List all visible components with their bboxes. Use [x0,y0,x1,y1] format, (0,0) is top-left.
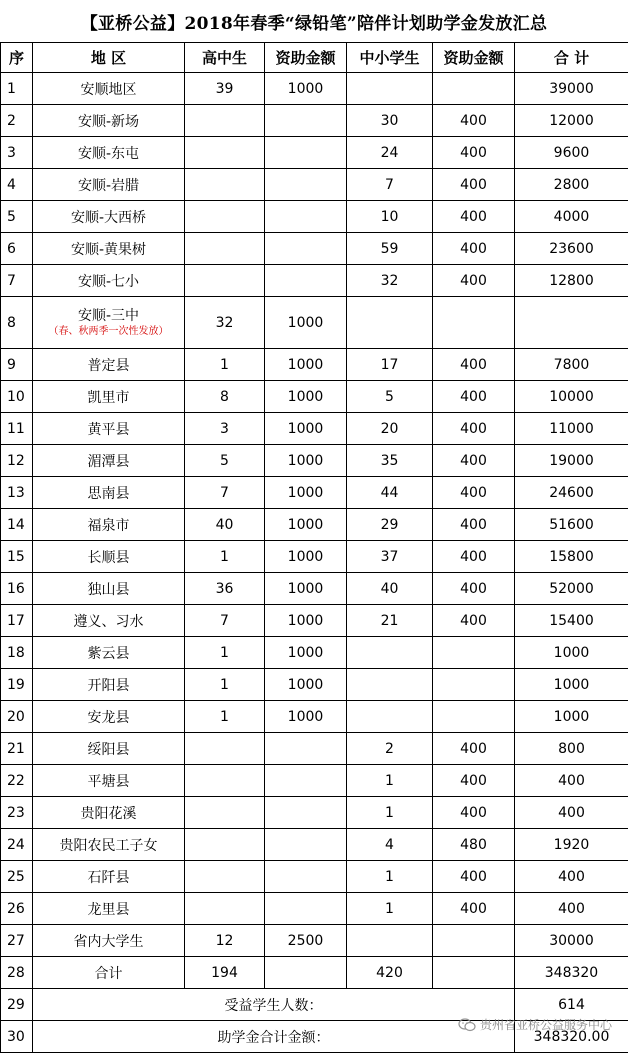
total-cell: 9600 [515,137,628,169]
row-number: 17 [1,605,33,637]
table-row [1,893,628,925]
mp-count-cell: 32 [347,265,433,297]
hs-amount-cell [265,105,347,137]
mp-amount-cell: 400 [433,765,515,797]
row-number: 12 [1,445,33,477]
high-school-count-cell [185,733,265,765]
mp-count-cell [347,669,433,701]
watermark-text: 贵州省亚桥公益服务中心 [480,1016,612,1033]
table-row [1,297,628,349]
table-row [1,233,628,265]
region-cell: 思南县 [33,477,185,509]
row-number: 22 [1,765,33,797]
row-number: 26 [1,893,33,925]
region-cell: 福泉市 [33,509,185,541]
table-header-row [1,43,628,73]
region-cell: 安顺-黄果树 [33,233,185,265]
row-number: 4 [1,169,33,201]
region-cell: 湄潭县 [33,445,185,477]
region-cell: 独山县 [33,573,185,605]
high-school-count-cell [185,893,265,925]
row-number: 8 [1,297,33,349]
mp-amount-cell: 480 [433,829,515,861]
watermark [458,1016,612,1033]
row-number: 21 [1,733,33,765]
hs-amount-cell [265,829,347,861]
table-row [1,349,628,381]
table-row [1,605,628,637]
row-number: 1 [1,73,33,105]
mp-count-cell [347,925,433,957]
high-school-count-cell: 1 [185,669,265,701]
row-number: 20 [1,701,33,733]
mp-count-cell: 17 [347,349,433,381]
total-cell: 11000 [515,413,628,445]
row-number: 11 [1,413,33,445]
region-cell: 贵阳花溪 [33,797,185,829]
mp-amount-cell: 400 [433,445,515,477]
total-cell: 7800 [515,349,628,381]
mp-count-cell: 20 [347,413,433,445]
hs-amount-cell: 1000 [265,297,347,349]
mp-count-cell: 420 [347,957,433,989]
total-cell: 400 [515,893,628,925]
table-row [1,829,628,861]
header-high-school: 高中生 [185,43,265,73]
table-row [1,265,628,297]
high-school-count-cell [185,861,265,893]
mp-count-cell: 5 [347,381,433,413]
high-school-count-cell [185,169,265,201]
row-number: 24 [1,829,33,861]
region-cell: 龙里县 [33,893,185,925]
total-cell: 39000 [515,73,628,105]
high-school-count-cell: 39 [185,73,265,105]
row-number: 5 [1,201,33,233]
region-name: 安顺-三中 [33,307,184,325]
mp-count-cell: 1 [347,765,433,797]
region-cell: 贵阳农民工子女 [33,829,185,861]
table-row [1,201,628,233]
hs-amount-cell: 1000 [265,477,347,509]
total-cell [515,297,628,349]
mp-amount-cell: 400 [433,233,515,265]
total-cell: 1000 [515,701,628,733]
region-cell: 绥阳县 [33,733,185,765]
region-cell: 平塘县 [33,765,185,797]
hs-amount-cell: 2500 [265,925,347,957]
total-cell: 24600 [515,477,628,509]
region-cell: 安顺-东屯 [33,137,185,169]
hs-amount-cell [265,137,347,169]
region-cell: 安顺-大西桥 [33,201,185,233]
mp-amount-cell: 400 [433,573,515,605]
mp-amount-cell: 400 [433,381,515,413]
total-cell: 1000 [515,669,628,701]
mp-amount-cell: 400 [433,605,515,637]
high-school-count-cell: 32 [185,297,265,349]
total-cell: 12000 [515,105,628,137]
region-cell: 普定县 [33,349,185,381]
high-school-count-cell: 1 [185,701,265,733]
total-cell: 1000 [515,637,628,669]
region-cell: 合计 [33,957,185,989]
mp-amount-cell [433,73,515,105]
mp-count-cell: 7 [347,169,433,201]
table-row [1,637,628,669]
mp-count-cell: 44 [347,477,433,509]
total-cell: 1920 [515,829,628,861]
high-school-count-cell [185,201,265,233]
table-row [1,701,628,733]
total-cell: 800 [515,733,628,765]
hs-amount-cell: 1000 [265,509,347,541]
summary-value: 348320.00 [515,1021,628,1053]
region-cell: 安顺地区 [33,73,185,105]
row-number: 10 [1,381,33,413]
high-school-count-cell: 8 [185,381,265,413]
mp-amount-cell [433,957,515,989]
mp-amount-cell: 400 [433,137,515,169]
region-cell: 开阳县 [33,669,185,701]
row-number: 9 [1,349,33,381]
row-number: 15 [1,541,33,573]
header-mp-amount: 资助金额 [433,43,515,73]
summary-label: 助学金合计金额： [33,1021,515,1053]
total-cell: 400 [515,797,628,829]
table-row [1,925,628,957]
high-school-count-cell [185,137,265,169]
row-number: 23 [1,797,33,829]
high-school-count-cell: 3 [185,413,265,445]
row-number: 29 [1,989,33,1021]
region-cell: 遵义、习水 [33,605,185,637]
page-title: 【亚桥公益】2018年春季“绿铅笔”陪伴计划助学金发放汇总 [0,0,628,42]
header-region: 地 区 [33,43,185,73]
high-school-count-cell: 36 [185,573,265,605]
hs-amount-cell: 1000 [265,445,347,477]
hs-amount-cell [265,765,347,797]
region-cell: 省内大学生 [33,925,185,957]
row-number: 7 [1,265,33,297]
region-cell: 安顺-岩腊 [33,169,185,201]
high-school-count-cell: 1 [185,541,265,573]
mp-amount-cell: 400 [433,349,515,381]
summary-label: 受益学生人数： [33,989,515,1021]
table-row [1,445,628,477]
table-row [1,573,628,605]
high-school-count-cell [185,829,265,861]
mp-amount-cell: 400 [433,105,515,137]
high-school-count-cell: 7 [185,477,265,509]
row-number: 28 [1,957,33,989]
row-number: 19 [1,669,33,701]
mp-amount-cell: 400 [433,797,515,829]
total-cell: 19000 [515,445,628,477]
region-cell [33,297,185,349]
hs-amount-cell [265,733,347,765]
mp-amount-cell [433,701,515,733]
mp-count-cell: 4 [347,829,433,861]
summary-value: 614 [515,989,628,1021]
row-number: 18 [1,637,33,669]
table-row [1,957,628,989]
region-cell: 安顺-七小 [33,265,185,297]
mp-amount-cell [433,925,515,957]
mp-amount-cell: 400 [433,265,515,297]
total-cell: 15800 [515,541,628,573]
hs-amount-cell: 1000 [265,637,347,669]
region-cell: 紫云县 [33,637,185,669]
row-number: 27 [1,925,33,957]
mp-amount-cell: 400 [433,509,515,541]
total-cell: 23600 [515,233,628,265]
mp-amount-cell: 400 [433,477,515,509]
mp-amount-cell [433,669,515,701]
high-school-count-cell [185,797,265,829]
total-cell: 10000 [515,381,628,413]
hs-amount-cell: 1000 [265,573,347,605]
total-cell: 52000 [515,573,628,605]
mp-count-cell: 10 [347,201,433,233]
mp-amount-cell: 400 [433,201,515,233]
high-school-count-cell [185,105,265,137]
hs-amount-cell: 1000 [265,541,347,573]
mp-amount-cell: 400 [433,541,515,573]
table-row [1,861,628,893]
table-row [1,733,628,765]
mp-count-cell: 35 [347,445,433,477]
mp-count-cell [347,637,433,669]
header-middle-primary: 中小学生 [347,43,433,73]
high-school-count-cell [185,265,265,297]
table-row [1,477,628,509]
high-school-count-cell: 7 [185,605,265,637]
table-row [1,137,628,169]
row-number: 13 [1,477,33,509]
region-cell: 安龙县 [33,701,185,733]
mp-count-cell [347,297,433,349]
high-school-count-cell [185,233,265,265]
table-row [1,669,628,701]
high-school-count-cell: 5 [185,445,265,477]
region-cell: 黄平县 [33,413,185,445]
total-cell: 12800 [515,265,628,297]
row-number: 2 [1,105,33,137]
mp-amount-cell: 400 [433,893,515,925]
grant-summary-table [0,42,628,1053]
mp-count-cell: 59 [347,233,433,265]
table-row [1,169,628,201]
hs-amount-cell [265,797,347,829]
hs-amount-cell: 1000 [265,349,347,381]
total-cell: 2800 [515,169,628,201]
high-school-count-cell: 194 [185,957,265,989]
high-school-count-cell [185,765,265,797]
wechat-icon [458,1018,476,1032]
hs-amount-cell [265,265,347,297]
row-number: 16 [1,573,33,605]
row-number: 25 [1,861,33,893]
mp-count-cell: 37 [347,541,433,573]
table-row [1,509,628,541]
table-row [1,541,628,573]
mp-amount-cell: 400 [433,733,515,765]
mp-count-cell: 2 [347,733,433,765]
table-row [1,413,628,445]
high-school-count-cell: 1 [185,349,265,381]
hs-amount-cell: 1000 [265,669,347,701]
mp-count-cell: 30 [347,105,433,137]
hs-amount-cell [265,957,347,989]
table-row [1,797,628,829]
total-cell: 4000 [515,201,628,233]
high-school-count-cell: 40 [185,509,265,541]
total-cell: 400 [515,765,628,797]
row-number: 30 [1,1021,33,1053]
row-number: 6 [1,233,33,265]
mp-count-cell: 40 [347,573,433,605]
total-cell: 400 [515,861,628,893]
mp-count-cell [347,73,433,105]
hs-amount-cell [265,233,347,265]
region-note: （春、秋两季一次性发放） [33,325,184,338]
header-hs-amount: 资助金额 [265,43,347,73]
hs-amount-cell [265,201,347,233]
mp-count-cell: 1 [347,861,433,893]
total-cell: 51600 [515,509,628,541]
hs-amount-cell [265,861,347,893]
mp-amount-cell: 400 [433,413,515,445]
region-cell: 安顺-新场 [33,105,185,137]
mp-count-cell: 29 [347,509,433,541]
region-cell: 长顺县 [33,541,185,573]
region-cell: 凯里市 [33,381,185,413]
total-cell: 348320 [515,957,628,989]
mp-amount-cell [433,297,515,349]
mp-count-cell [347,701,433,733]
table-row [1,381,628,413]
hs-amount-cell: 1000 [265,413,347,445]
mp-count-cell: 1 [347,797,433,829]
mp-amount-cell: 400 [433,169,515,201]
row-number: 14 [1,509,33,541]
table-row [1,105,628,137]
hs-amount-cell: 1000 [265,381,347,413]
mp-count-cell: 21 [347,605,433,637]
high-school-count-cell: 1 [185,637,265,669]
header-total: 合 计 [515,43,628,73]
hs-amount-cell: 1000 [265,701,347,733]
mp-count-cell: 1 [347,893,433,925]
header-no: 序 [1,43,33,73]
region-cell: 石阡县 [33,861,185,893]
mp-amount-cell: 400 [433,861,515,893]
hs-amount-cell [265,893,347,925]
total-cell: 30000 [515,925,628,957]
hs-amount-cell: 1000 [265,605,347,637]
table-row [1,765,628,797]
hs-amount-cell: 1000 [265,73,347,105]
mp-count-cell: 24 [347,137,433,169]
high-school-count-cell: 12 [185,925,265,957]
hs-amount-cell [265,169,347,201]
mp-amount-cell [433,637,515,669]
row-number: 3 [1,137,33,169]
total-cell: 15400 [515,605,628,637]
table-row [1,73,628,105]
